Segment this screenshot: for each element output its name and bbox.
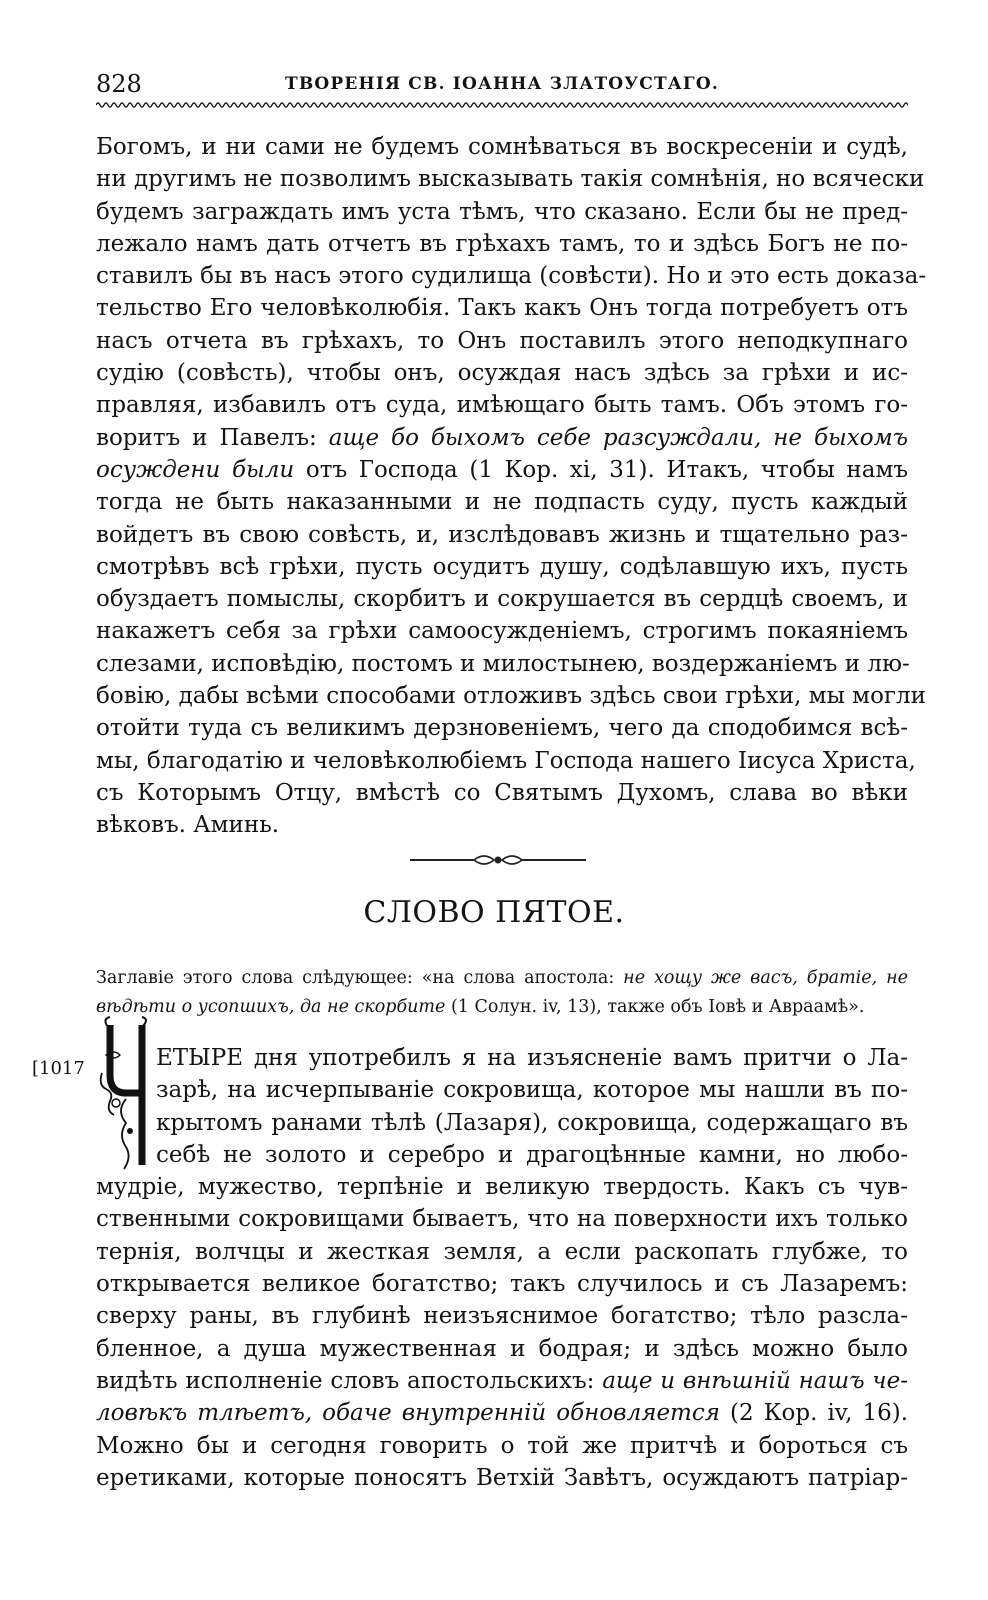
- scripture-quote: осуждени были: [96, 456, 295, 483]
- text-line: обуздаетъ помыслы, скорбитъ и сокрушается въ сердцѣ своемъ, и: [96, 586, 908, 613]
- text-line: будемъ заграждать имъ уста тѣмъ, что сказано. Если бы не пред-: [96, 198, 908, 225]
- chapter-heading-note: [96, 964, 908, 1022]
- svg-text:Ч: Ч: [112, 1163, 113, 1164]
- margin-reference-number: [1017: [32, 1058, 85, 1079]
- scripture-quote: ловѣкъ тлѣетъ, обаче внутренній обновляется: [96, 1400, 720, 1427]
- scripture-quote: вѣдѣти о усопшихъ, да не скорбите: [96, 997, 446, 1017]
- text-line: лежало намъ дать отчетъ въ грѣхахъ тамъ, то и здѣсь Богъ не по-: [96, 230, 908, 257]
- text-line: ни другимъ не позволимъ высказывать такія сомнѣнія, но всячески: [96, 166, 925, 193]
- text-line: Богомъ, и ни сами не будемъ сомнѣваться въ воскресеніи и судѣ,: [96, 134, 908, 160]
- text-line: ственными сокровищами бываетъ, что на поверхности ихъ только: [96, 1206, 908, 1233]
- text-segment: Заглавіе этого слова слѣдующее: «на слова апостола:: [96, 968, 624, 988]
- text-line: [96, 422, 908, 454]
- section-ornament: [408, 850, 588, 870]
- text-segment: (2 Кор. iv, 16).: [719, 1400, 908, 1427]
- text-line: [96, 1397, 908, 1429]
- text-line: себѣ не золото и серебро и драгоцѣнные камни, но любо-: [156, 1141, 908, 1168]
- text-line: мудріе, мужество, терпѣніе и великую твердость. Какъ съ чув-: [96, 1174, 908, 1201]
- text-segment: видѣть исполненіе словъ апостольскихъ:: [96, 1367, 603, 1394]
- text-line: тельство Его человѣколюбія. Такъ какъ Онъ тогда потребуетъ отъ: [96, 295, 908, 322]
- text-line: бовію, дабы всѣми способами отложивъ здѣсь свои грѣхи, мы могли: [96, 683, 926, 710]
- text-line: съ Которымъ Отцу, вмѣстѣ со Святымъ Духомъ, слава во вѣки: [96, 779, 908, 806]
- text-line: бленное, а душа мужественная и бодрая; и здѣсь можно было: [96, 1335, 908, 1362]
- text-line: правляя, избавилъ отъ суда, имѣющаго быть тамъ. Объ этомъ го-: [96, 392, 908, 419]
- scripture-quote: аще бо быхомъ себе разсуждали, не быхомъ: [328, 424, 908, 451]
- text-line: судію (совѣсть), чтобы онъ, осуждая насъ здѣсь за грѣхи и ис-: [96, 360, 908, 387]
- scripture-quote: не хощу же васъ, братіе, не: [623, 968, 909, 988]
- scripture-quote: аще и внѣшній нашъ че-: [602, 1367, 909, 1394]
- paragraph-continued: [96, 131, 927, 842]
- text-segment: отъ Господа (1 Кор. xi, 31). Итакъ, чтобы намъ: [294, 456, 908, 483]
- running-title: ТВОРЕНІЯ СВ. ІОАННА ЗЛАТОУСТАГО.: [284, 74, 719, 94]
- text-line: ставилъ бы въ насъ этого судилища (совѣсти). Но и это есть доказа-: [96, 263, 927, 290]
- page-number: 828: [96, 70, 142, 98]
- text-line: смотрѣвъ всѣ грѣхи, пусть осудитъ душу, содѣлавшую ихъ, пусть: [96, 553, 908, 580]
- text-segment: воритъ и Павелъ:: [96, 424, 329, 451]
- text-line: открывается великое богатство; такъ случилось и съ Лазаремъ:: [96, 1271, 908, 1298]
- text-line: крытомъ ранами тѣлѣ (Лазаря), сокровища, содержащаго въ: [156, 1109, 908, 1136]
- text-line: накажетъ себя за грѣхи самоосужденіемъ, строгимъ покаяніемъ: [96, 618, 908, 645]
- running-head: [96, 70, 908, 100]
- text-line: сверху раны, въ глубинѣ неизъяснимое богатство; тѣло разсла-: [96, 1303, 908, 1330]
- text-line: [96, 993, 908, 1022]
- text-line: отойти туда съ великимъ дерзновеніемъ, чего да сподобимся всѣ-: [96, 715, 908, 742]
- chapter-title: СЛОВО ПЯТОЕ.: [363, 895, 625, 930]
- text-line: насъ отчета въ грѣхахъ, то Онъ поставилъ этого неподкупнаго: [96, 327, 908, 354]
- text-line: слезами, исповѣдію, постомъ и милостынею, воздержаніемъ и лю-: [96, 650, 910, 677]
- text-line: мы, благодатію и человѣколюбіемъ Господа нашего Іисуса Христа,: [96, 747, 916, 774]
- text-line: тернія, волчцы и жесткая земля, а если раскопать глубже, то: [96, 1238, 908, 1265]
- text-line: тогда не быть наказанными и не подпасть суду, пусть каждый: [96, 489, 908, 516]
- text-line: вѣковъ. Аминь.: [96, 812, 280, 839]
- paragraph-opening: [96, 1042, 908, 1494]
- text-line: [96, 454, 908, 486]
- text-line: [96, 1365, 908, 1397]
- text-line: [96, 964, 908, 993]
- text-line: Можно бы и сегодня говорить о той же притчѣ и бороться съ: [96, 1432, 908, 1459]
- text-line: ЕТЫРЕ дня употребилъ я на изъясненіе вамъ притчи о Ла-: [156, 1045, 908, 1071]
- wavy-rule-divider: [96, 100, 908, 110]
- text-line: еретиками, которые поносятъ Ветхій Завѣтъ, осуждаютъ патріар-: [96, 1464, 908, 1491]
- text-segment: (1 Солун. iv, 13), также объ Іовѣ и Авраамѣ».: [445, 997, 865, 1017]
- text-line: зарѣ, на исчерпываніе сокровища, которое мы нашли въ по-: [156, 1077, 908, 1104]
- text-line: войдетъ въ свою совѣсть, и, изслѣдовавъ жизнь и тщательно раз-: [96, 521, 908, 548]
